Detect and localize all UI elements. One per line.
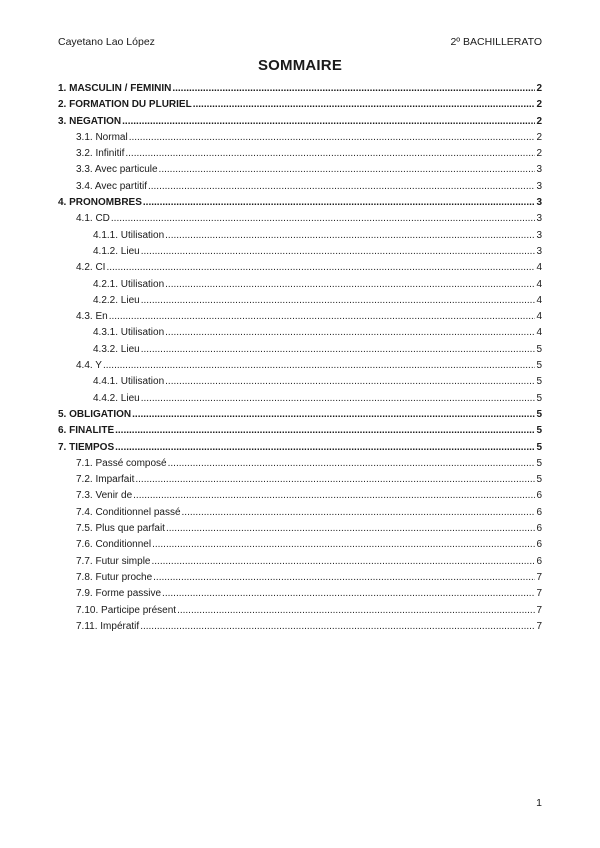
toc-entry-label: 3.3. Avec particule [76, 164, 158, 176]
toc-entry-label: 3.1. Normal [76, 131, 128, 143]
toc-leader-dots [103, 360, 535, 371]
toc-leader-dots [182, 507, 536, 518]
toc-entry-page: 6 [536, 555, 542, 567]
toc-entry-label: 4.4.2. Lieu [93, 392, 140, 404]
toc-entry[interactable] [58, 148, 542, 164]
toc-entry-label: 7.6. Conditionnel [76, 539, 152, 551]
toc-entry[interactable] [58, 605, 542, 621]
toc-entry[interactable] [58, 556, 542, 572]
toc-entry[interactable] [58, 621, 542, 637]
toc-leader-dots [129, 132, 536, 143]
toc-entry-page: 4 [536, 278, 542, 290]
toc-entry-page: 6 [536, 523, 542, 535]
toc-entry-page: 5 [536, 343, 542, 355]
toc-leader-dots [132, 409, 535, 420]
toc-entry-label: 3.2. Infinitif [76, 148, 125, 160]
toc-entry-page: 3 [536, 245, 542, 257]
toc-leader-dots [141, 295, 536, 306]
toc-entry-page: 5 [536, 360, 542, 372]
toc-entry-label: 4.3. En [76, 311, 108, 323]
toc-entry-page: 3 [536, 197, 542, 209]
toc-leader-dots [125, 148, 535, 159]
toc-entry-page: 4 [536, 262, 542, 274]
toc-entry-label: 7.11. Impératif [76, 620, 140, 632]
toc-entry[interactable] [58, 425, 542, 441]
toc-entry[interactable] [58, 507, 542, 523]
toc-entry[interactable] [58, 116, 542, 132]
toc-entry[interactable] [58, 393, 542, 409]
toc-entry[interactable] [58, 344, 542, 360]
toc-entry-label: 4.2.1. Utilisation [93, 278, 165, 290]
toc-entry[interactable] [58, 295, 542, 311]
toc-entry-page: 6 [536, 539, 542, 551]
toc-entry[interactable] [58, 539, 542, 555]
course-name: 2º BACHILLERATO [450, 36, 542, 48]
toc-entry[interactable] [58, 490, 542, 506]
toc-entry[interactable] [58, 376, 542, 392]
toc-entry-label: 7.4. Conditionnel passé [76, 506, 181, 518]
toc-entry-page: 4 [536, 294, 542, 306]
toc-leader-dots [133, 490, 535, 501]
toc-leader-dots [152, 539, 535, 550]
toc-leader-dots [165, 230, 535, 241]
toc-leader-dots [106, 262, 535, 273]
toc-entry-label: 7.10. Participe présent [76, 604, 177, 616]
toc-entry-label: 4.3.1. Utilisation [93, 327, 165, 339]
toc-entry[interactable] [58, 164, 542, 180]
toc-entry-label: 2. FORMATION DU PLURIEL [58, 99, 192, 111]
toc-leader-dots [168, 458, 536, 469]
toc-leader-dots [177, 605, 535, 616]
author-name: Cayetano Lao López [58, 36, 155, 48]
toc-leader-dots [165, 279, 535, 290]
toc-entry-label: 6. FINALITÉ [58, 425, 115, 437]
toc-leader-dots [122, 116, 535, 127]
toc-entry-page: 5 [536, 376, 542, 388]
toc-leader-dots [135, 474, 535, 485]
toc-entry[interactable] [58, 279, 542, 295]
toc-entry-label: 1. MASCULIN / FÉMININ [58, 83, 172, 94]
toc-leader-dots [141, 344, 536, 355]
page-header [58, 36, 542, 48]
toc-entry-page: 2 [536, 115, 542, 127]
toc-entry-label: 4.3.2. Lieu [93, 343, 140, 355]
toc-entry-page: 6 [536, 506, 542, 518]
toc-entry-page: 3 [536, 213, 542, 225]
toc-leader-dots [109, 311, 536, 322]
toc-entry[interactable] [58, 246, 542, 262]
toc-entry-label: 7.5. Plus que parfait [76, 523, 165, 535]
toc-entry-page: 5 [536, 408, 542, 420]
toc-entry[interactable] [58, 181, 542, 197]
toc-entry-page: 2 [536, 83, 542, 94]
toc-entry-page: 7 [536, 604, 542, 616]
toc-entry[interactable] [58, 523, 542, 539]
toc-entry-page: 3 [536, 164, 542, 176]
toc-entry[interactable] [58, 132, 542, 148]
page-title: SOMMAIRE [257, 57, 343, 74]
toc-entry[interactable] [58, 360, 542, 376]
toc-entry-label: 4.4. Y [76, 360, 102, 372]
toc-entry-page: 7 [536, 620, 542, 632]
toc-leader-dots [166, 523, 535, 534]
toc-entry-label: 4.1.1. Utilisation [93, 229, 165, 241]
toc-entry-page: 7 [536, 588, 542, 600]
toc-leader-dots [151, 556, 535, 567]
toc-entry[interactable] [58, 327, 542, 343]
toc-entry[interactable] [58, 458, 542, 474]
toc-leader-dots [115, 442, 535, 453]
toc-entry-label: 7.1. Passé composé [76, 457, 167, 469]
toc-entry-label: 7.2. Imparfait [76, 474, 135, 486]
toc-leader-dots [115, 425, 535, 436]
toc-entry-label: 7.8. Futur proche [76, 571, 153, 583]
toc-entry-page: 3 [536, 229, 542, 241]
toc-entry-label: 7. TIEMPOS [58, 441, 115, 453]
toc-entry-page: 5 [536, 392, 542, 404]
toc-entry-label: 4.1. CD [76, 213, 110, 225]
toc-entry-label: 3.4. Avec partitif [76, 180, 147, 192]
toc-entry-page: 2 [536, 99, 542, 111]
toc-leader-dots [148, 181, 535, 192]
toc-entry[interactable] [58, 197, 542, 213]
toc-leader-dots [165, 327, 535, 338]
page-number: 1 [536, 797, 542, 809]
table-of-contents [58, 83, 542, 637]
toc-entry[interactable] [58, 474, 542, 490]
toc-entry-label: 4.2.2. Lieu [93, 294, 140, 306]
toc-entry[interactable] [58, 442, 542, 458]
toc-entry[interactable] [58, 409, 542, 425]
toc-entry-label: 7.9. Forme passive [76, 588, 162, 600]
toc-entry-label: 4.2. CI [76, 262, 106, 274]
toc-entry-page: 2 [536, 131, 542, 143]
toc-entry-page: 3 [536, 180, 542, 192]
toc-entry[interactable] [58, 588, 542, 604]
toc-leader-dots [143, 197, 536, 208]
toc-entry[interactable] [58, 99, 542, 115]
toc-entry-label: 3. NÉGATION [58, 115, 122, 127]
toc-entry-label: 7.3. Venir de [76, 490, 133, 502]
toc-entry-label: 4.1.2. Lieu [93, 245, 140, 257]
toc-leader-dots [172, 83, 535, 94]
toc-entry-page: 5 [536, 474, 542, 486]
toc-entry-label: 4.4.1. Utilisation [93, 376, 165, 388]
toc-entry-page: 4 [536, 311, 542, 323]
toc-entry-page: 6 [536, 490, 542, 502]
toc-entry[interactable] [58, 83, 542, 99]
toc-leader-dots [159, 164, 536, 175]
toc-entry-page: 5 [536, 441, 542, 453]
toc-entry-page: 5 [536, 457, 542, 469]
toc-leader-dots [193, 99, 536, 110]
toc-leader-dots [111, 213, 536, 224]
toc-entry-page: 4 [536, 327, 542, 339]
toc-leader-dots [141, 393, 536, 404]
toc-entry-page: 7 [536, 571, 542, 583]
toc-entry-page: 2 [536, 148, 542, 160]
toc-leader-dots [162, 588, 535, 599]
toc-entry[interactable] [58, 311, 542, 327]
toc-leader-dots [153, 572, 535, 583]
toc-leader-dots [140, 621, 535, 632]
toc-entry[interactable] [58, 572, 542, 588]
toc-entry-label: 5. OBLIGATION [58, 408, 132, 420]
toc-entry[interactable] [58, 213, 542, 229]
toc-entry-label: 7.7. Futur simple [76, 555, 151, 567]
toc-leader-dots [165, 376, 535, 387]
toc-entry[interactable] [58, 262, 542, 278]
toc-entry[interactable] [58, 230, 542, 246]
toc-entry-page: 5 [536, 425, 542, 437]
toc-leader-dots [141, 246, 536, 257]
toc-entry-label: 4. PRONOMBRES [58, 197, 142, 209]
